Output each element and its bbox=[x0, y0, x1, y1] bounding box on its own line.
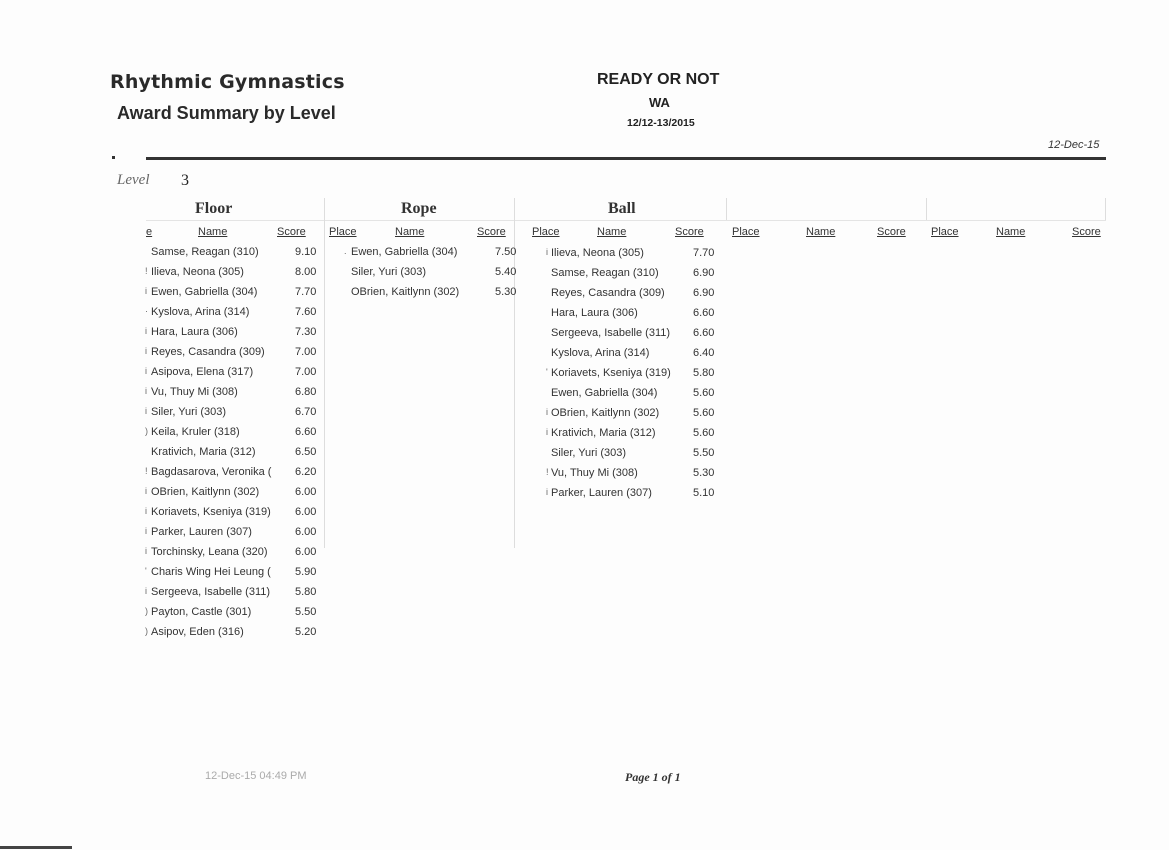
ball-name-cell: Ewen, Gabriella (304) bbox=[551, 387, 658, 399]
floor-name-cell: Kyslova, Arina (314) bbox=[151, 306, 250, 318]
floor-name-cell: Torchinsky, Leana (320) bbox=[151, 546, 268, 558]
rope-score-cell: 5.30 bbox=[495, 286, 517, 298]
event4-name-header: Name bbox=[806, 226, 836, 238]
floor-name-cell: Payton, Castle (301) bbox=[151, 606, 252, 618]
ball-name-cell: Vu, Thuy Mi (308) bbox=[551, 467, 638, 479]
ball-name-cell: Parker, Lauren (307) bbox=[551, 487, 652, 499]
floor-name-cell: Ewen, Gabriella (304) bbox=[151, 286, 258, 298]
floor-place-cell: ) bbox=[145, 626, 148, 636]
ball-score-cell: 5.10 bbox=[693, 487, 715, 499]
ball-place-cell: ' bbox=[546, 367, 548, 377]
rope-place-header: Place bbox=[329, 226, 357, 238]
footer-timestamp: 12-Dec-15 04:49 PM bbox=[205, 770, 307, 782]
floor-name-cell: Parker, Lauren (307) bbox=[151, 526, 252, 538]
floor-place-cell: i bbox=[145, 386, 147, 396]
ball-name-cell: Siler, Yuri (303) bbox=[551, 447, 627, 459]
report-title: Rhythmic Gymnastics bbox=[110, 71, 345, 93]
floor-place-cell: i bbox=[145, 326, 147, 336]
floor-name-cell: Bagdasarova, Veronika ( bbox=[151, 466, 272, 478]
floor-score-cell: 6.00 bbox=[295, 526, 317, 538]
floor-score-cell: 5.20 bbox=[295, 626, 317, 638]
ball-name-cell: Krativich, Maria (312) bbox=[551, 427, 656, 439]
floor-score-cell: 6.60 bbox=[295, 426, 317, 438]
floor-place-cell: i bbox=[145, 406, 147, 416]
column-divider-1 bbox=[324, 198, 325, 548]
event5-place-header: Place bbox=[931, 226, 959, 238]
rope-score-cell: 5.40 bbox=[495, 266, 517, 278]
floor-score-cell: 6.50 bbox=[295, 446, 317, 458]
event-title-rope: Rope bbox=[401, 200, 437, 217]
footer-page-number: Page 1 of 1 bbox=[625, 770, 681, 784]
floor-score-header: Score bbox=[277, 226, 306, 238]
floor-place-cell: i bbox=[145, 486, 147, 496]
ball-score-cell: 5.50 bbox=[693, 447, 715, 459]
ball-score-cell: 6.90 bbox=[693, 287, 715, 299]
event-title-ball: Ball bbox=[608, 200, 636, 217]
ball-score-cell: 7.70 bbox=[693, 247, 715, 259]
floor-score-cell: 5.80 bbox=[295, 586, 317, 598]
floor-name-cell: Siler, Yuri (303) bbox=[151, 406, 227, 418]
scan-edge-mark bbox=[0, 846, 72, 849]
floor-name-cell: Asipova, Elena (317) bbox=[151, 366, 254, 378]
column-divider-3 bbox=[726, 198, 727, 220]
ball-score-cell: 6.60 bbox=[693, 307, 715, 319]
floor-score-cell: 5.90 bbox=[295, 566, 317, 578]
floor-name-cell: Vu, Thuy Mi (308) bbox=[151, 386, 238, 398]
ball-score-header: Score bbox=[675, 226, 704, 238]
ball-score-cell: 5.60 bbox=[693, 427, 715, 439]
rope-score-cell: 7.50 bbox=[495, 246, 517, 258]
ball-name-cell: OBrien, Kaitlynn (302) bbox=[551, 407, 660, 419]
floor-place-cell: ! bbox=[145, 266, 148, 276]
floor-name-cell: Sergeeva, Isabelle (311) bbox=[151, 586, 271, 598]
floor-score-cell: 7.00 bbox=[295, 366, 317, 378]
ball-score-cell: 5.80 bbox=[693, 367, 715, 379]
floor-name-cell: Charis Wing Hei Leung ( bbox=[151, 566, 271, 578]
floor-place-cell: i bbox=[145, 586, 147, 596]
rope-name-cell: Siler, Yuri (303) bbox=[351, 266, 427, 278]
rope-name-cell: OBrien, Kaitlynn (302) bbox=[351, 286, 460, 298]
floor-name-cell: Asipov, Eden (316) bbox=[151, 626, 244, 638]
ball-score-cell: 5.30 bbox=[693, 467, 715, 479]
report-subtitle: Award Summary by Level bbox=[117, 103, 336, 123]
floor-score-cell: 9.10 bbox=[295, 246, 317, 258]
floor-place-cell: i bbox=[145, 546, 147, 556]
floor-score-cell: 6.00 bbox=[295, 486, 317, 498]
ball-score-cell: 6.40 bbox=[693, 347, 715, 359]
ball-place-header: Place bbox=[532, 226, 560, 238]
floor-score-cell: 5.50 bbox=[295, 606, 317, 618]
floor-name-cell: Samse, Reagan (310) bbox=[151, 246, 259, 258]
rope-name-cell: Ewen, Gabriella (304) bbox=[351, 246, 458, 258]
rope-name-header: Name bbox=[395, 226, 425, 238]
floor-place-cell: i bbox=[145, 366, 147, 376]
floor-place-cell: ) bbox=[145, 426, 148, 436]
floor-place-cell: · bbox=[145, 306, 148, 316]
floor-place-cell: i bbox=[145, 286, 147, 296]
floor-score-cell: 8.00 bbox=[295, 266, 317, 278]
ball-place-cell: i bbox=[546, 487, 548, 497]
floor-place-cell: ) bbox=[145, 606, 148, 616]
floor-place-header: e bbox=[146, 226, 153, 238]
meet-name: READY OR NOT bbox=[597, 71, 720, 88]
ball-place-cell: i bbox=[546, 427, 548, 437]
event4-score-header: Score bbox=[877, 226, 906, 238]
floor-name-cell: Keila, Kruler (318) bbox=[151, 426, 240, 438]
floor-score-cell: 6.20 bbox=[295, 466, 317, 478]
event-title-floor: Floor bbox=[195, 200, 233, 217]
floor-score-cell: 6.80 bbox=[295, 386, 317, 398]
floor-name-cell: Hara, Laura (306) bbox=[151, 326, 238, 338]
rope-score-header: Score bbox=[477, 226, 506, 238]
floor-place-cell: i bbox=[145, 346, 147, 356]
floor-name-header: Name bbox=[198, 226, 228, 238]
meet-state: WA bbox=[649, 95, 670, 110]
floor-score-cell: 7.30 bbox=[295, 326, 317, 338]
ball-name-cell: Ilieva, Neona (305) bbox=[551, 247, 644, 259]
ball-score-cell: 6.60 bbox=[693, 327, 715, 339]
floor-score-cell: 6.00 bbox=[295, 506, 317, 518]
floor-name-cell: Reyes, Casandra (309) bbox=[151, 346, 265, 358]
level-number: 3 bbox=[181, 172, 189, 189]
floor-score-cell: 7.70 bbox=[295, 286, 317, 298]
floor-score-cell: 7.60 bbox=[295, 306, 317, 318]
print-date: 12-Dec-15 bbox=[1048, 139, 1100, 151]
meet-dates: 12/12-13/2015 bbox=[627, 117, 695, 129]
ball-name-cell: Samse, Reagan (310) bbox=[551, 267, 659, 279]
floor-place-cell: ! bbox=[145, 466, 148, 476]
floor-name-cell: Koriavets, Kseniya (319) bbox=[151, 506, 271, 518]
level-label: Level bbox=[117, 172, 150, 188]
rope-place-cell: . bbox=[344, 246, 347, 256]
header-rule bbox=[146, 157, 1106, 160]
header-divider bbox=[146, 220, 1106, 221]
column-divider-5 bbox=[1105, 198, 1106, 220]
floor-name-cell: Ilieva, Neona (305) bbox=[151, 266, 244, 278]
ball-place-cell: i bbox=[546, 407, 548, 417]
ball-place-cell: i bbox=[546, 247, 548, 257]
floor-place-cell: ' bbox=[145, 566, 147, 576]
ball-name-cell: Kyslova, Arina (314) bbox=[551, 347, 650, 359]
floor-name-cell: OBrien, Kaitlynn (302) bbox=[151, 486, 260, 498]
floor-name-cell: Krativich, Maria (312) bbox=[151, 446, 256, 458]
event5-score-header: Score bbox=[1072, 226, 1101, 238]
column-divider-4 bbox=[926, 198, 927, 220]
ball-place-cell: ! bbox=[546, 467, 549, 477]
event4-place-header: Place bbox=[732, 226, 760, 238]
floor-place-cell: i bbox=[145, 506, 147, 516]
ball-score-cell: 5.60 bbox=[693, 407, 715, 419]
ball-name-cell: Koriavets, Kseniya (319) bbox=[551, 367, 671, 379]
ball-name-cell: Reyes, Casandra (309) bbox=[551, 287, 665, 299]
floor-score-cell: 7.00 bbox=[295, 346, 317, 358]
ball-name-cell: Sergeeva, Isabelle (311) bbox=[551, 327, 671, 339]
ball-score-cell: 6.90 bbox=[693, 267, 715, 279]
ball-name-header: Name bbox=[597, 226, 627, 238]
floor-place-cell: i bbox=[145, 526, 147, 536]
ball-name-cell: Hara, Laura (306) bbox=[551, 307, 638, 319]
floor-score-cell: 6.00 bbox=[295, 546, 317, 558]
ball-score-cell: 5.60 bbox=[693, 387, 715, 399]
margin-dot bbox=[112, 156, 115, 159]
floor-score-cell: 6.70 bbox=[295, 406, 317, 418]
event5-name-header: Name bbox=[996, 226, 1026, 238]
